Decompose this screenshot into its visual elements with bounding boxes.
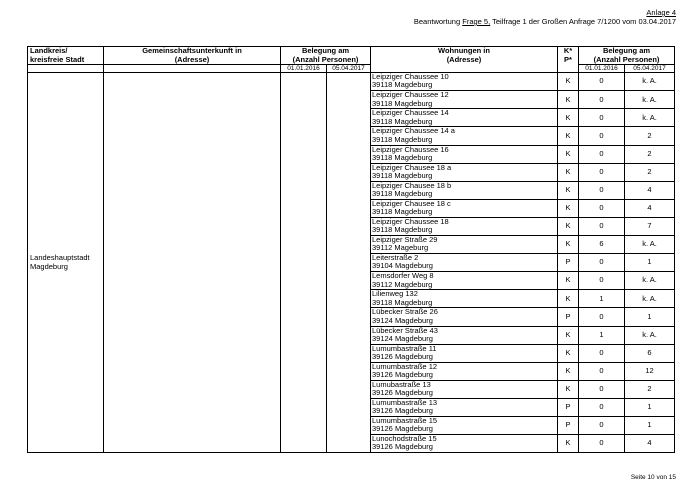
wohnung-address — [371, 344, 558, 362]
belegung-2016-value: 0 — [579, 344, 625, 362]
belegung-2016-value: 0 — [579, 127, 625, 145]
wohnung-address — [371, 217, 558, 235]
address-city: 39124 Magdeburg — [372, 333, 433, 343]
belegung-2017-value: 12 — [625, 362, 675, 380]
address-city: 39104 Magdeburg — [372, 261, 433, 271]
kp-cell: P — [558, 308, 579, 326]
kp-cell: P — [558, 254, 579, 272]
belegung-2017-value: 2 — [625, 380, 675, 398]
address-city: 39118 Magdeburg — [372, 189, 433, 199]
belegung-2016-value: 0 — [579, 217, 625, 235]
belegung-2017-value: 4 — [625, 199, 675, 217]
address-city: 39118 Magdeburg — [372, 116, 433, 126]
kp-cell: K — [558, 272, 579, 290]
kp-cell: K — [558, 109, 579, 127]
belegung-2016-value: 0 — [579, 181, 625, 199]
address-street: Lumumbastraße 12 — [372, 362, 438, 371]
address-street: Leipziger Chaussee 16 — [372, 145, 449, 154]
address-city: 39126 Magdeburg — [372, 406, 433, 416]
address-street: Leipziger Chaussee 18 — [372, 217, 449, 226]
wohnung-address — [371, 416, 558, 434]
gemeinschaftsunterkunft-cell — [104, 73, 281, 453]
wohnung-address — [371, 326, 558, 344]
address-street: Lumumbastraße 13 — [372, 398, 438, 407]
header-belegung-wohnungen: Belegung am (Anzahl Personen) — [579, 47, 675, 65]
address-street: Leipziger Chausee 18 a — [372, 163, 452, 172]
header-date-3: 01.01.2016 — [579, 65, 625, 73]
belegung-2016-value: 0 — [579, 91, 625, 109]
document-subtitle — [414, 17, 676, 26]
belegung-2017-value: 1 — [625, 254, 675, 272]
belegung-2017-value: 7 — [625, 217, 675, 235]
address-street: Lübecker Straße 43 — [372, 326, 438, 335]
belegung-2017-value: 1 — [625, 416, 675, 434]
wohnung-address — [371, 199, 558, 217]
kp-cell: K — [558, 362, 579, 380]
kp-cell: K — [558, 217, 579, 235]
wohnung-address — [371, 91, 558, 109]
belegung-2016-value: 0 — [579, 362, 625, 380]
belegung-2016-value: 1 — [579, 326, 625, 344]
kp-cell: K — [558, 380, 579, 398]
belegung-2017-value: 4 — [625, 181, 675, 199]
belegung-2016-cell — [281, 73, 327, 453]
address-street: Lunochodstraße 15 — [372, 434, 437, 444]
belegung-2017-value: k. A. — [625, 109, 675, 127]
belegung-2017-cell — [327, 73, 371, 453]
address-city: 39126 Magdeburg — [372, 351, 433, 361]
belegung-2016-value: 0 — [579, 416, 625, 434]
housing-table — [27, 46, 675, 453]
belegung-2017-value: 1 — [625, 398, 675, 416]
header-gemeinschaft-blank — [104, 65, 281, 73]
belegung-2017-value: k. A. — [625, 272, 675, 290]
address-street: Lumumbastraße 15 — [372, 416, 438, 425]
address-street: Leipziger Chaussee 14 — [372, 108, 449, 118]
wohnung-address — [371, 362, 558, 380]
address-city: 39126 Magdeburg — [372, 369, 433, 379]
subtitle-prefix: Beantwortung — [413, 17, 463, 26]
kp-cell: P — [558, 416, 579, 434]
belegung-2016-value: 0 — [579, 308, 625, 326]
wohnung-address — [371, 398, 558, 416]
address-street: Leipziger Chausee 18 c — [372, 199, 451, 208]
annex-label: Anlage 4 — [646, 8, 676, 17]
address-street: Leiterstraße 2 — [372, 253, 419, 263]
address-city: 39112 Magdeburg — [372, 279, 433, 289]
belegung-2017-value: k. A. — [625, 236, 675, 254]
address-city: 39126 Magdeburg — [372, 442, 433, 452]
landkreis-cell: Landeshauptstadt Magdeburg — [28, 73, 104, 453]
belegung-2016-value: 0 — [579, 254, 625, 272]
wohnung-address — [371, 127, 558, 145]
address-street: Lilienweg 132 — [372, 289, 418, 299]
address-city: 39126 Magdeburg — [372, 424, 433, 434]
belegung-2017-value: 2 — [625, 127, 675, 145]
header-gemeinschaftsunterkunft: Gemeinschaftsunterkunft in (Adresse) — [104, 47, 281, 65]
wohnung-address — [371, 181, 558, 199]
wohnung-address — [371, 435, 558, 453]
wohnung-address — [371, 163, 558, 181]
wohnung-address — [371, 380, 558, 398]
belegung-2016-value: 0 — [579, 109, 625, 127]
belegung-2016-value: 6 — [579, 236, 625, 254]
address-city: 39124 Magdeburg — [372, 315, 433, 325]
kp-cell: K — [558, 344, 579, 362]
header-landkreis: Landkreis/ kreisfreie Stadt — [28, 47, 104, 65]
kp-cell: K — [558, 199, 579, 217]
address-city: 39118 Magdeburg — [372, 207, 433, 217]
wohnung-address — [371, 109, 558, 127]
header-belegung: Belegung am (Anzahl Personen) — [281, 47, 371, 65]
kp-cell: K — [558, 73, 579, 91]
belegung-2017-value: 1 — [625, 308, 675, 326]
address-street: Lemsdorfer Weg 8 — [372, 271, 434, 281]
subtitle-suffix: Teilfrage 1 der Großen Anfrage 7/1200 vom 03.04.2017 — [490, 17, 676, 26]
header-date-1: 01.01.2016 — [281, 65, 327, 73]
address-street: Leipziger Chaussee 12 — [372, 90, 449, 100]
kp-cell: K — [558, 145, 579, 163]
header-date-4: 05.04.2017 — [625, 65, 675, 73]
belegung-2016-value: 0 — [579, 435, 625, 453]
kp-cell: P — [558, 398, 579, 416]
address-street: Leipziger Chausee 18 b — [372, 181, 452, 190]
kp-cell: K — [558, 163, 579, 181]
header-landkreis-blank — [28, 65, 104, 73]
belegung-2016-value: 0 — [579, 380, 625, 398]
address-city: 39118 Magdeburg — [372, 170, 433, 180]
page-number: Seite 10 von 15 — [630, 474, 676, 481]
address-city: 39118 Magdeburg — [372, 134, 433, 144]
kp-cell: K — [558, 290, 579, 308]
kp-cell: K — [558, 181, 579, 199]
belegung-2017-value: k. A. — [625, 290, 675, 308]
wohnung-address — [371, 145, 558, 163]
address-street: Leipziger Straße 29 — [372, 235, 438, 245]
kp-cell: K — [558, 236, 579, 254]
header-row — [28, 47, 675, 65]
belegung-2017-value: k. A. — [625, 326, 675, 344]
wohnung-address — [371, 236, 558, 254]
address-city: 39118 Magdeburg — [372, 297, 433, 307]
wohnung-address — [371, 73, 558, 91]
address-city: 39118 Magdeburg — [372, 152, 433, 162]
belegung-2016-value: 0 — [579, 199, 625, 217]
belegung-2016-value: 0 — [579, 272, 625, 290]
address-city: 39126 Magdeburg — [372, 388, 433, 398]
wohnung-address — [371, 308, 558, 326]
kp-cell: K — [558, 435, 579, 453]
header-wohnungen: Wohnungen in (Adresse) — [371, 47, 558, 73]
address-city: 39112 Mageburg — [372, 243, 429, 253]
belegung-2017-value: 2 — [625, 163, 675, 181]
kp-cell: K — [558, 127, 579, 145]
belegung-2017-value: k. A. — [625, 91, 675, 109]
address-city: 39118 Magdeburg — [372, 225, 433, 235]
wohnung-address — [371, 272, 558, 290]
address-street: Leipziger Chaussee 10 — [372, 72, 449, 82]
question-link: Frage 5, — [462, 17, 491, 26]
belegung-2016-value: 0 — [579, 145, 625, 163]
header-date-2: 05.04.2017 — [327, 65, 371, 73]
header-kp: K* P* — [558, 47, 579, 73]
belegung-2017-value: 6 — [625, 344, 675, 362]
belegung-2016-value: 0 — [579, 73, 625, 91]
address-street: Leipziger Chaussee 14 a — [372, 126, 455, 136]
kp-cell: K — [558, 91, 579, 109]
belegung-2017-value: 2 — [625, 145, 675, 163]
kp-cell: K — [558, 326, 579, 344]
belegung-2016-value: 0 — [579, 398, 625, 416]
belegung-2016-value: 1 — [579, 290, 625, 308]
table-row — [28, 73, 675, 91]
wohnung-address — [371, 254, 558, 272]
belegung-2016-value: 0 — [579, 163, 625, 181]
address-street: Lumumbastraße 11 — [372, 344, 437, 353]
address-city: 39118 Magdeburg — [372, 80, 433, 90]
address-city: 39118 Magdeburg — [372, 98, 433, 108]
wohnung-address — [371, 290, 558, 308]
belegung-2017-value: 4 — [625, 435, 675, 453]
address-street: Lumubastraße 13 — [372, 380, 431, 389]
table-body — [28, 47, 675, 453]
belegung-2017-value: k. A. — [625, 73, 675, 91]
address-street: Lübecker Straße 26 — [372, 307, 438, 317]
